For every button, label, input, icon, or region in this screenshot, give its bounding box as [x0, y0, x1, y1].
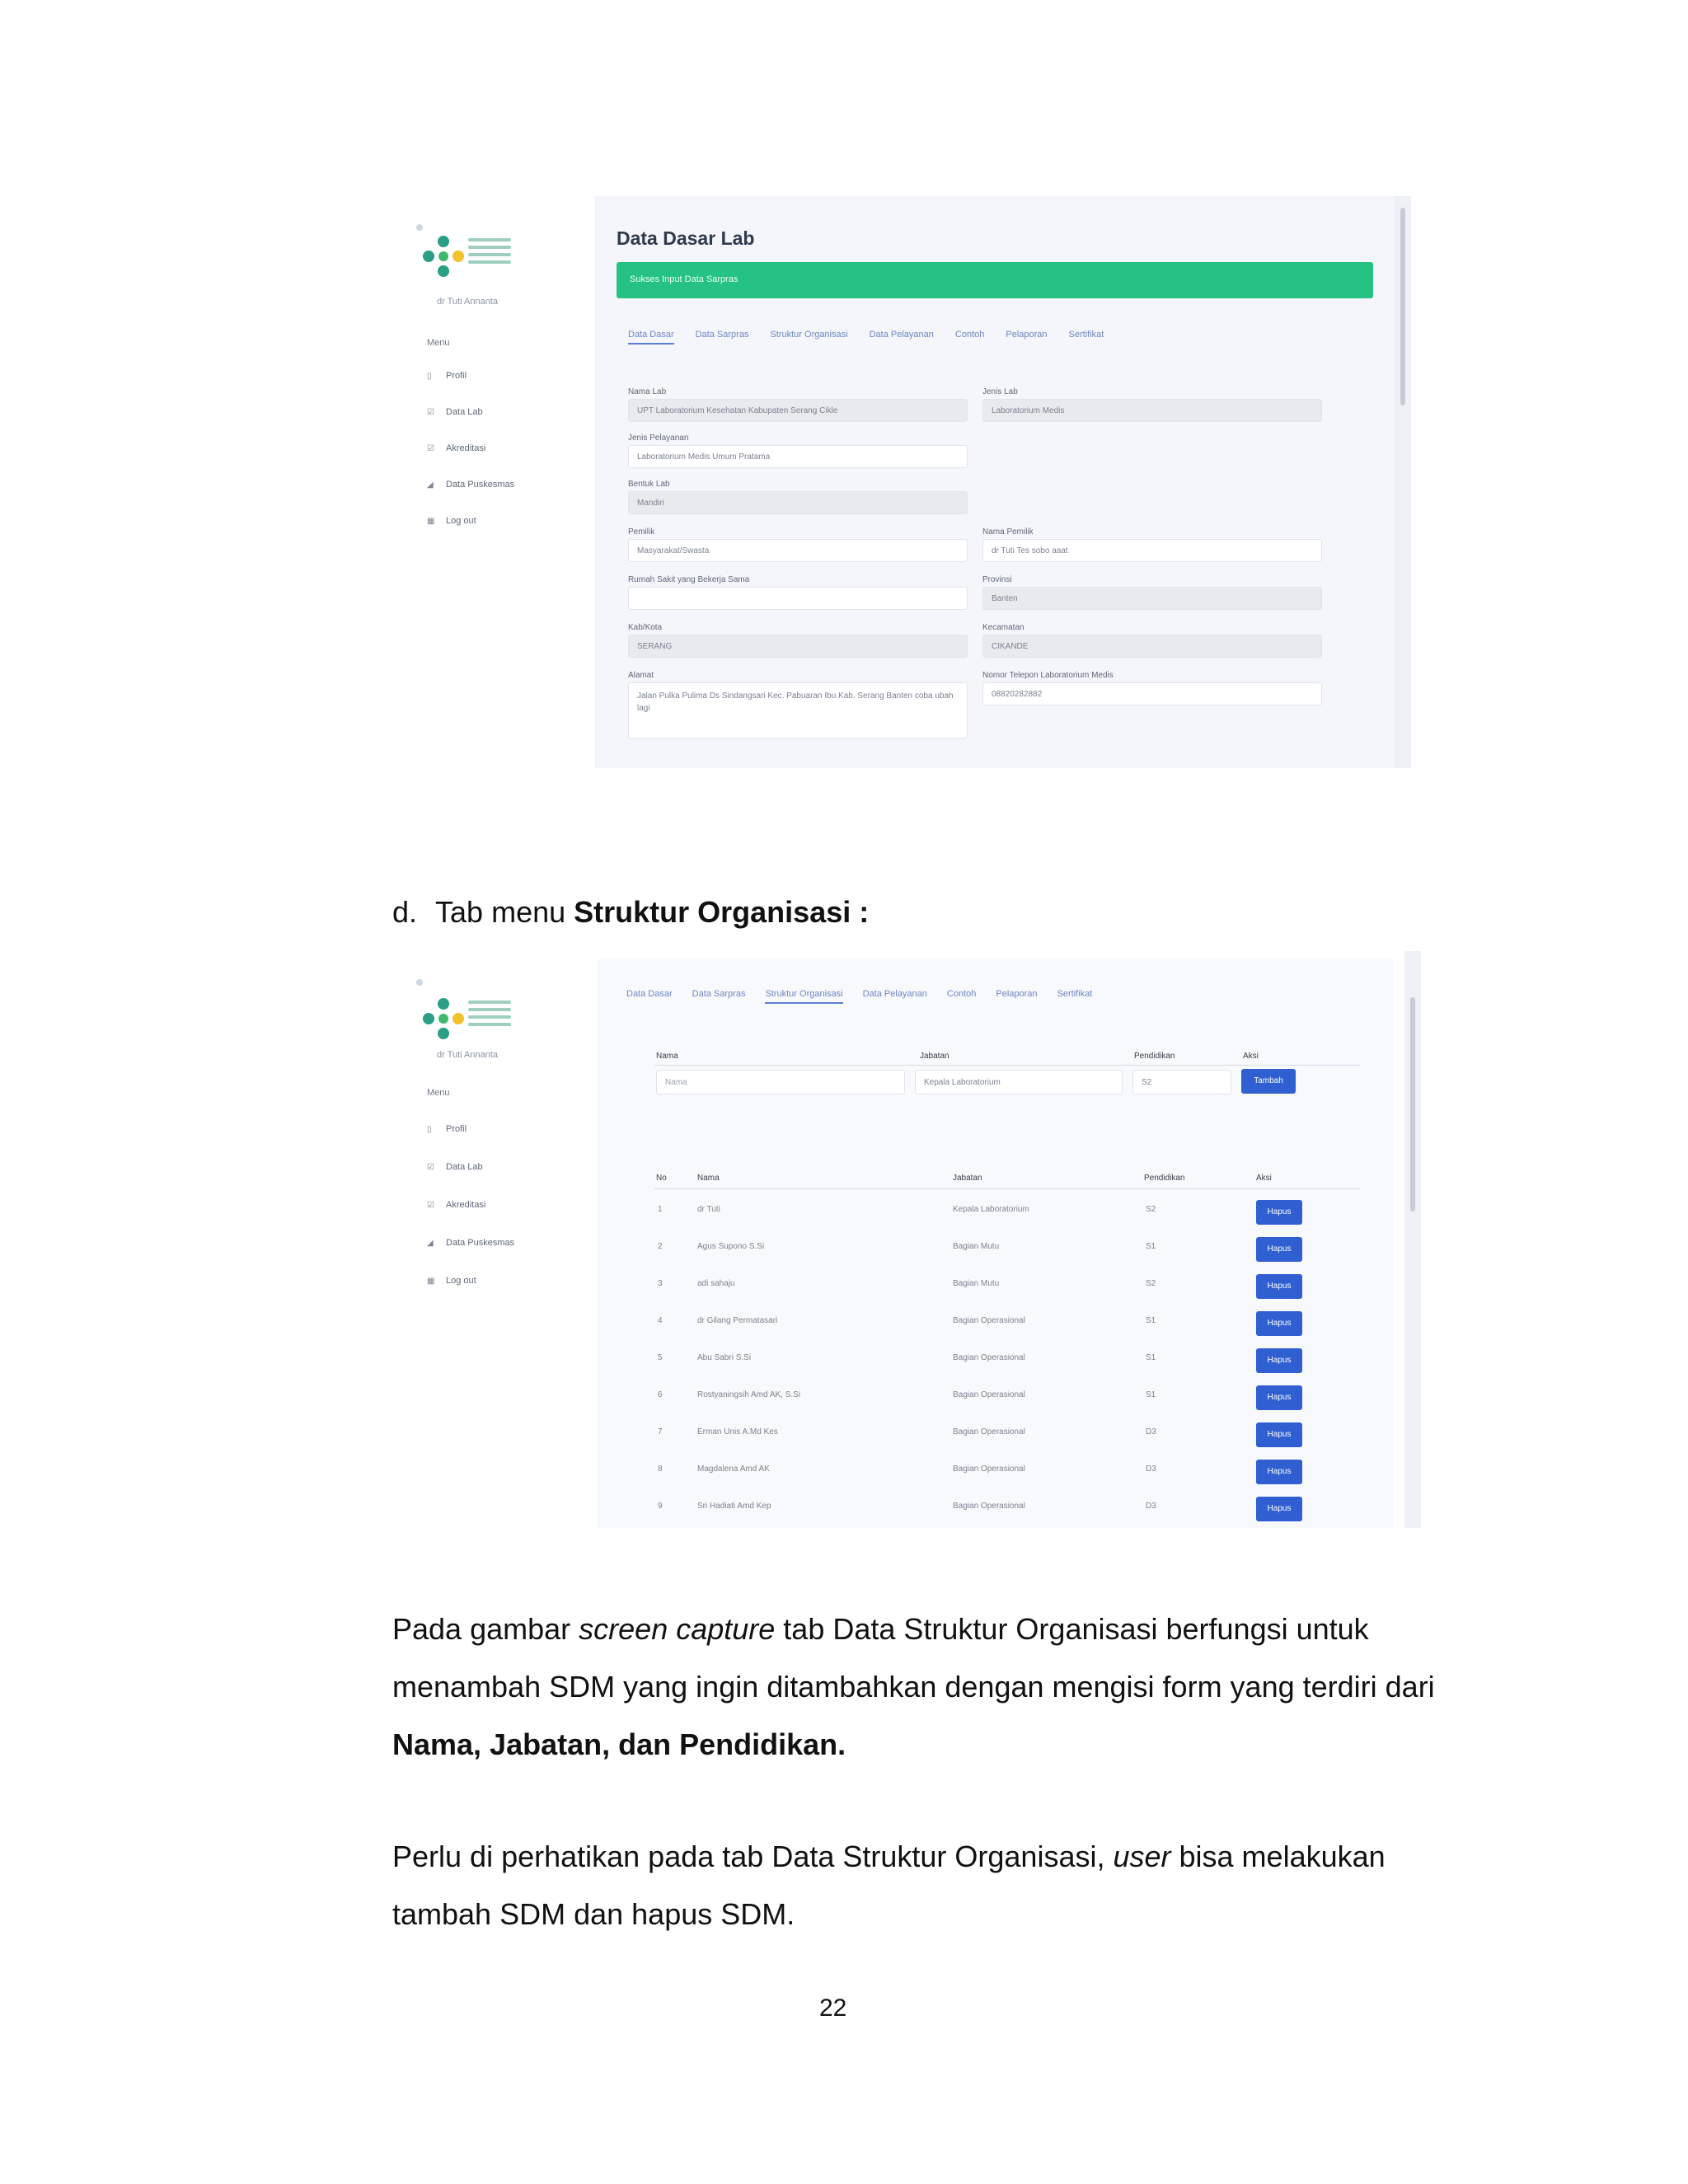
nama-lab-field[interactable]: [628, 399, 968, 422]
field-value: 08820282882: [992, 690, 1043, 699]
field-value: CIKANDE: [992, 642, 1029, 651]
document-icon: ▯: [427, 371, 432, 381]
tab-pelaporan[interactable]: Pelaporan: [996, 989, 1038, 999]
kemenkes-logo: [420, 996, 511, 1053]
hapus-button[interactable]: Hapus: [1256, 1200, 1302, 1225]
cell-nama: Sri Hadiati Amd Kep: [697, 1502, 771, 1511]
nama-input[interactable]: [656, 1070, 905, 1094]
hapus-button[interactable]: Hapus: [1256, 1497, 1302, 1521]
screenshot-data-dasar-lab: [404, 196, 1411, 768]
sidebar-item-label: Akreditasi: [446, 443, 486, 453]
page-number: 22: [819, 1994, 847, 2022]
field-value: Jalan Pulka Pulima Ds Sindangsari Kec. Pabuaran Ibu Kab. Serang Banten coba ubah lagi: [637, 691, 954, 713]
table-header-no: No: [656, 1174, 667, 1183]
pemilik-label: Pemilik: [628, 527, 655, 537]
sidebar-item-label: Profil: [446, 1124, 467, 1134]
cell-nama: dr Gilang Permatasari: [697, 1316, 778, 1325]
cell-no: 4: [658, 1316, 663, 1325]
form-header-nama: Nama: [656, 1052, 678, 1061]
sidebar-item-label: Profil: [446, 371, 467, 381]
cell-jabatan: Bagian Operasional: [953, 1427, 1025, 1436]
cell-no: 8: [658, 1465, 663, 1474]
chart-icon: ◢: [427, 480, 434, 490]
sidebar-item-akreditasi[interactable]: [427, 443, 485, 453]
jenis-pelayanan-field[interactable]: [628, 445, 968, 468]
para-text: Pada gambar: [392, 1612, 579, 1646]
table-row: [597, 1340, 1393, 1377]
cell-pendidikan: S1: [1146, 1353, 1156, 1362]
cell-pendidikan: S1: [1146, 1242, 1156, 1251]
table-row: [597, 1414, 1393, 1451]
menu-label: Menu: [427, 338, 450, 348]
heading-bold: Struktur Organisasi :: [574, 895, 870, 929]
telepon-label: Nomor Telepon Laboratorium Medis: [982, 671, 1114, 680]
jabatan-select[interactable]: [915, 1070, 1123, 1094]
field-value: Masyarakat/Swasta: [637, 546, 710, 555]
alamat-textarea[interactable]: [628, 682, 968, 738]
rumah-sakit-field[interactable]: [628, 587, 968, 610]
paragraph-description: [392, 1601, 1489, 1774]
pemilik-field[interactable]: [628, 539, 968, 562]
logo-mark-icon: [420, 996, 467, 1042]
tab-data-dasar[interactable]: Data Dasar: [628, 330, 674, 344]
screenshot-struktur-organisasi: [404, 951, 1423, 1528]
cell-pendidikan: S2: [1146, 1205, 1156, 1214]
tab-contoh[interactable]: Contoh: [954, 330, 985, 340]
cell-pendidikan: S2: [1146, 1279, 1156, 1288]
cell-no: 1: [658, 1205, 663, 1214]
sidebar: [404, 951, 592, 1528]
table-row: [597, 1266, 1393, 1303]
sidebar-item-log-out[interactable]: [427, 1276, 476, 1286]
table-header-jabatan: Jabatan: [953, 1174, 982, 1183]
para-italic: user: [1113, 1840, 1171, 1873]
section-heading: [392, 895, 869, 930]
document-icon: ▯: [427, 1124, 432, 1134]
cell-jabatan: Bagian Operasional: [953, 1465, 1025, 1474]
cell-pendidikan: D3: [1146, 1465, 1156, 1474]
alamat-label: Alamat: [628, 671, 654, 680]
table-row: [597, 1488, 1393, 1526]
tab-sertifikat[interactable]: Sertifikat: [1068, 330, 1104, 340]
cell-pendidikan: S1: [1146, 1390, 1156, 1399]
sidebar-item-label: Log out: [446, 1276, 476, 1286]
para-text: tab Data Struktur Organisasi berfungsi untuk menambah SDM yang ingin ditambahkan dengan mengisi form yang terdiri dari: [392, 1612, 1435, 1704]
tab-contoh[interactable]: Contoh: [946, 989, 977, 999]
sidebar-item-akreditasi[interactable]: [427, 1200, 485, 1210]
field-value: Laboratorium Medis Umum Pratama: [637, 452, 771, 462]
cell-nama: Abu Sabri S.Si: [697, 1353, 752, 1362]
sidebar-item-data-lab[interactable]: [427, 1162, 483, 1172]
table-row: [597, 1451, 1393, 1488]
scrollbar[interactable]: [1395, 196, 1411, 768]
cell-nama: adi sahaju: [697, 1279, 735, 1288]
tab-data-pelayanan[interactable]: Data Pelayanan: [862, 989, 927, 999]
sidebar-item-profil[interactable]: [427, 371, 467, 381]
user-name: dr Tuti Annanta: [437, 297, 498, 307]
heading-text: Tab menu: [435, 895, 574, 929]
kecamatan-field[interactable]: [982, 635, 1322, 658]
cell-jabatan: Kepala Laboratorium: [953, 1205, 1029, 1214]
para-bold: Nama, Jabatan, dan Pendidikan.: [392, 1727, 846, 1761]
provinsi-label: Provinsi: [982, 575, 1012, 584]
sidebar-item-label: Log out: [446, 516, 476, 526]
hapus-button[interactable]: Hapus: [1256, 1385, 1302, 1410]
table-row: [597, 1377, 1393, 1414]
checklist-icon: ☑: [427, 1162, 434, 1172]
sidebar-item-label: Data Puskesmas: [446, 1238, 515, 1248]
jenis-lab-field[interactable]: [982, 399, 1322, 422]
hapus-button[interactable]: Hapus: [1256, 1274, 1302, 1299]
cell-no: 6: [658, 1390, 663, 1399]
select-value: S2: [1142, 1078, 1152, 1087]
collapse-dot-icon[interactable]: [416, 979, 423, 986]
cell-nama: Rostyaningsih Amd AK, S.Si: [697, 1390, 801, 1399]
main-panel: [595, 196, 1395, 768]
tab-data-dasar[interactable]: Data Dasar: [626, 989, 673, 999]
alert-text: Sukses Input Data Sarpras: [630, 274, 738, 284]
table-row: [597, 1303, 1393, 1340]
cell-jabatan: Bagian Mutu: [953, 1279, 1000, 1288]
rumah-sakit-label: Rumah Sakit yang Bekerja Sama: [628, 575, 750, 584]
tab-struktur-organisasi[interactable]: Struktur Organisasi: [765, 989, 842, 1004]
bentuk-lab-field[interactable]: [628, 491, 968, 514]
collapse-dot-icon[interactable]: [416, 224, 423, 231]
hapus-button[interactable]: Hapus: [1256, 1460, 1302, 1484]
hapus-button[interactable]: Hapus: [1256, 1311, 1302, 1336]
divider: [654, 1188, 1360, 1189]
form-header-pendidikan: Pendidikan: [1134, 1052, 1175, 1061]
para-text: bisa melakukan tambah SDM dan hapus SDM.: [392, 1840, 1386, 1931]
tab-data-sarpras[interactable]: Data Sarpras: [695, 330, 749, 340]
nama-pemilik-label: Nama Pemilik: [982, 527, 1034, 537]
kabkota-field[interactable]: [628, 635, 968, 658]
sidebar: [404, 196, 592, 768]
hapus-button[interactable]: Hapus: [1256, 1348, 1302, 1373]
grid-icon: ▦: [427, 516, 435, 526]
scrollbar-thumb[interactable]: [1400, 208, 1405, 405]
table-header-aksi: Aksi: [1256, 1174, 1272, 1183]
sidebar-item-label: Data Lab: [446, 407, 483, 417]
cell-nama: Agus Supono S.Si: [697, 1242, 765, 1251]
cell-nama: Erman Unis A.Md Kes: [697, 1427, 778, 1436]
table-header-nama: Nama: [697, 1174, 720, 1183]
menu-label: Menu: [427, 1088, 450, 1098]
grid-icon: ▦: [427, 1276, 435, 1286]
logo-text: [468, 1001, 511, 1030]
form-header-jabatan: Jabatan: [920, 1052, 950, 1061]
bentuk-lab-label: Bentuk Lab: [628, 480, 670, 489]
tab-bar: [626, 989, 1092, 1004]
form-header-aksi: Aksi: [1243, 1052, 1259, 1061]
field-value: UPT Laboratorium Kesehatan Kabupaten Serang Cikle: [637, 406, 838, 415]
tab-sertifikat[interactable]: Sertifikat: [1057, 989, 1093, 999]
para-italic: screen capture: [579, 1612, 776, 1646]
scrollbar[interactable]: [1404, 951, 1421, 1528]
field-value: Laboratorium Medis: [992, 406, 1065, 415]
nama-lab-label: Nama Lab: [628, 387, 667, 396]
pendidikan-select[interactable]: [1132, 1070, 1231, 1094]
nama-pemilik-field[interactable]: [982, 539, 1322, 562]
data-dasar-form: [628, 196, 1370, 768]
field-value: dr Tuti Tes sobo aaat: [992, 546, 1068, 555]
cell-no: 7: [658, 1427, 663, 1436]
jenis-lab-label: Jenis Lab: [982, 387, 1018, 396]
table-row: [597, 1192, 1393, 1229]
provinsi-field[interactable]: [982, 587, 1322, 610]
kabkota-label: Kab/Kota: [628, 623, 663, 632]
select-value: Kepala Laboratorium: [924, 1078, 1001, 1087]
checklist-icon: ☑: [427, 1200, 434, 1210]
list-marker: d.: [392, 895, 418, 929]
page-title: Data Dasar Lab: [617, 227, 755, 249]
sidebar-item-label: Data Lab: [446, 1162, 483, 1172]
sidebar-item-label: Akreditasi: [446, 1200, 486, 1210]
tab-data-pelayanan[interactable]: Data Pelayanan: [869, 330, 934, 340]
cell-jabatan: Bagian Operasional: [953, 1353, 1025, 1362]
cell-no: 2: [658, 1242, 663, 1251]
cell-jabatan: Bagian Operasional: [953, 1390, 1025, 1399]
chart-icon: ◢: [427, 1238, 434, 1248]
hapus-button[interactable]: Hapus: [1256, 1237, 1302, 1262]
scrollbar-thumb[interactable]: [1410, 997, 1415, 1212]
telepon-field[interactable]: [982, 682, 1322, 705]
paragraph-note: [392, 1828, 1489, 1943]
logo-text: [468, 238, 511, 268]
cell-jabatan: Bagian Operasional: [953, 1316, 1025, 1325]
field-value: Mandiri: [637, 499, 664, 508]
divider: [654, 1065, 1360, 1066]
tab-struktur-organisasi[interactable]: Struktur Organisasi: [770, 330, 848, 340]
cell-pendidikan: D3: [1146, 1502, 1156, 1511]
jenis-pelayanan-label: Jenis Pelayanan: [628, 434, 689, 443]
sidebar-item-log-out[interactable]: [427, 516, 476, 526]
cell-no: 5: [658, 1353, 663, 1362]
hapus-button[interactable]: Hapus: [1256, 1422, 1302, 1447]
input-placeholder: Nama: [665, 1078, 687, 1087]
tab-data-sarpras[interactable]: Data Sarpras: [692, 989, 746, 999]
kecamatan-label: Kecamatan: [982, 623, 1025, 632]
cell-nama: Magdalena Amd AK: [697, 1465, 770, 1474]
para-text: Perlu di perhatikan pada tab Data Struktur Organisasi,: [392, 1840, 1114, 1873]
checklist-icon: ☑: [427, 407, 434, 417]
field-value: SERANG: [637, 642, 673, 651]
tambah-button[interactable]: Tambah: [1241, 1069, 1296, 1094]
kemenkes-logo: [420, 233, 511, 291]
field-value: Banten: [992, 594, 1018, 603]
cell-nama: dr Tuti: [697, 1205, 720, 1214]
cell-pendidikan: D3: [1146, 1427, 1156, 1436]
cell-no: 3: [658, 1279, 663, 1288]
table-row: [597, 1229, 1393, 1266]
table-header-pendidikan: Pendidikan: [1144, 1174, 1185, 1183]
cell-no: 9: [658, 1502, 663, 1511]
user-name: dr Tuti Annanta: [437, 1050, 498, 1060]
sidebar-item-profil[interactable]: [427, 1124, 467, 1134]
sidebar-item-data-lab[interactable]: [427, 407, 483, 417]
main-panel: [597, 959, 1393, 1528]
tab-pelaporan[interactable]: Pelaporan: [1006, 330, 1048, 340]
cell-pendidikan: S1: [1146, 1316, 1156, 1325]
checklist-icon: ☑: [427, 443, 434, 453]
logo-mark-icon: [420, 233, 467, 279]
sidebar-item-data-puskesmas[interactable]: [427, 1238, 514, 1248]
sidebar-item-label: Data Puskesmas: [446, 480, 515, 490]
cell-jabatan: Bagian Mutu: [953, 1242, 1000, 1251]
sidebar-item-data-puskesmas[interactable]: [427, 480, 514, 490]
cell-jabatan: Bagian Operasional: [953, 1502, 1025, 1511]
